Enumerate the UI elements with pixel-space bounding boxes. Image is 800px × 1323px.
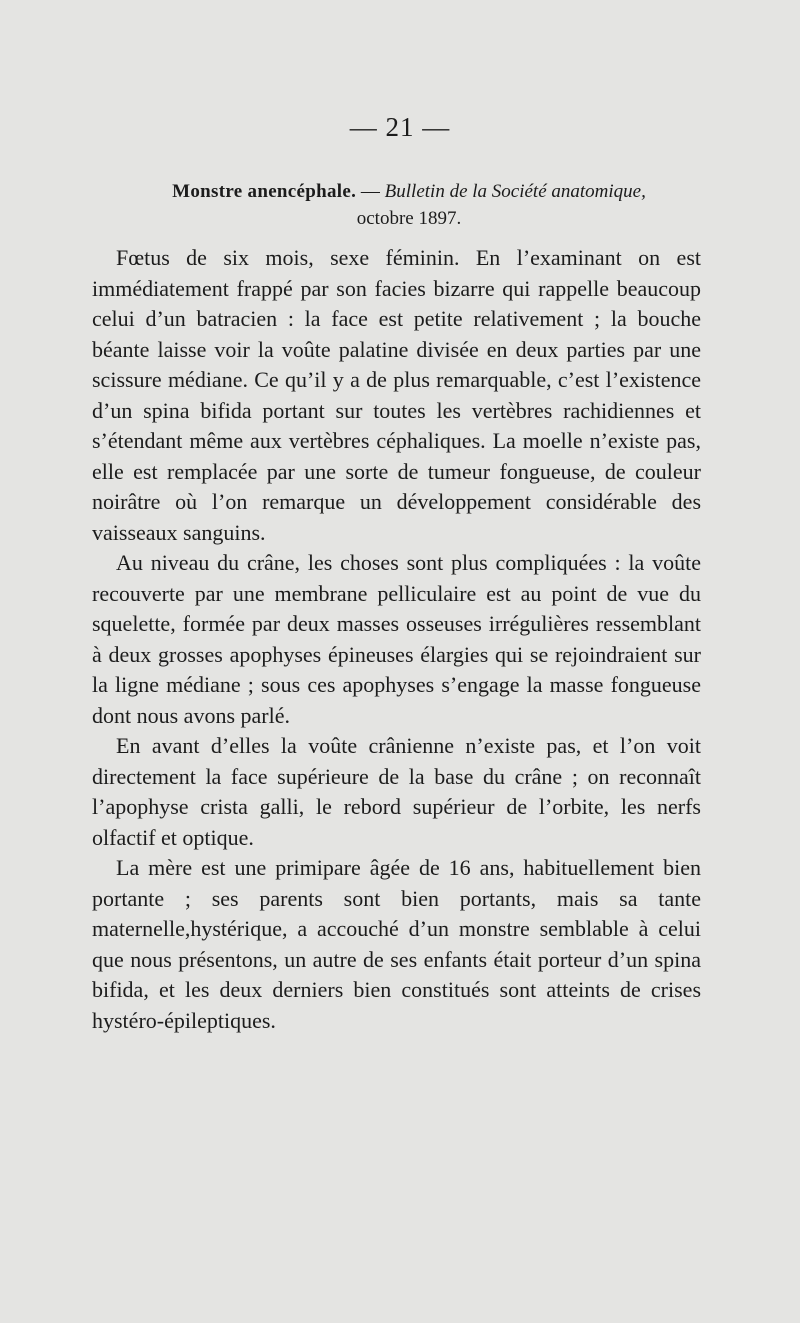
article-date: octobre 1897. [356, 208, 462, 229]
heading-line [118, 178, 700, 205]
article-source: Bulletin de la Société anatomique, [384, 181, 646, 202]
paragraph-1: Fœtus de six mois, sexe féminin. En l’examinant on est immédiatement frappé par son facies bizarre qui rappelle beaucoup celui d’un batracien : la face est petite relativement ; la bouche béante laisse voir la voûte palatine divisée en deux parties par une scissure médiane. Ce qu’il y a de plus remarquable, c’est l’existence d’un spina bifida portant sur toutes les vertèbres rachidiennes et s’étendant même aux vertèbres céphaliques. La moelle n’existe pas, elle est remplacée par une sorte de tumeur fongueuse, de couleur noirâtre où l’on remarque un développement considérable des vaisseaux sanguins. [92, 245, 701, 545]
article-title: Monstre anencéphale. [172, 181, 357, 202]
paragraph-4: La mère est une primipare âgée de 16 ans, habituellement bien portante ; ses parents sont bien portants, mais sa tante maternelle,hystérique, a accouché d’un monstre semblable à celui que nous présentons, un autre de ses enfants était porteur d’un spina bifida, et les deux derniers bien constitués sont atteints de crises hystéro-épileptiques. [92, 855, 701, 1033]
article-heading [118, 178, 700, 232]
paragraph-2: Au niveau du crâne, les choses sont plus compliquées : la voûte recouverte par une membrane pelliculaire est au point de vue du squelette, formée par deux masses osseuses irrégulières ressemblant à deux grosses apophyses épineuses élargies qui se rejoindraient sur la ligne médiane ; sous ces apophyses s’engage la masse fongueuse dont nous avons parlé. [92, 550, 701, 728]
paragraph-3: En avant d’elles la voûte crânienne n’existe pas, et l’on voit directement la face supérieure de la base du crâne ; on reconnaît l’apophyse crista galli, le rebord supérieur de l’orbite, les nerfs olfactif et optique. [92, 733, 701, 850]
page-number: — 21 — [349, 112, 451, 142]
heading-dash: — [356, 181, 385, 202]
article-body [92, 243, 701, 1036]
